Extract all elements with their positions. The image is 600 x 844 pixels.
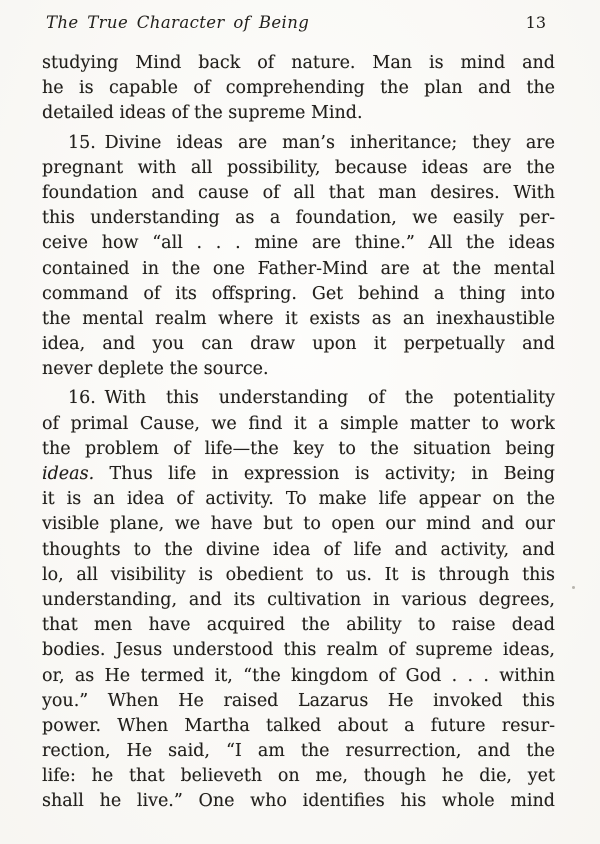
body-line: you.” When He raised Lazarus He invoked this xyxy=(42,690,555,711)
scan-speck xyxy=(572,586,575,589)
body-line: contained in the one Father-Mind are at the mental xyxy=(42,258,555,279)
body-line: detailed ideas of the supreme Mind. xyxy=(42,103,363,124)
body-line: or, as He termed it, “the kingdom of God . . . within xyxy=(42,665,555,686)
body-line: understanding, and its cultivation in various degrees, xyxy=(42,589,555,610)
body-line: pregnant with all possibility, because ideas are the xyxy=(42,157,555,178)
paragraph-16 xyxy=(42,386,555,814)
body-line: it is an idea of activity. To make life appear on the xyxy=(42,489,555,510)
body-line: command of its offspring. Get behind a thing into xyxy=(42,283,555,304)
body-line: foundation and cause of all that man desires. With xyxy=(42,182,555,203)
body-line: never deplete the source. xyxy=(42,359,269,380)
body-line: this understanding as a foundation, we easily per- xyxy=(42,208,555,229)
body-line: rection, He said, “I am the resurrection, and the xyxy=(42,741,555,762)
running-head xyxy=(0,0,600,32)
body-line: ceive how “all . . . mine are thine.” All the ideas xyxy=(42,233,555,254)
body-line: the mental realm where it exists as an inexhaustible xyxy=(42,308,555,329)
body-line: idea, and you can draw upon it perpetually and xyxy=(42,334,555,355)
body-line: that men have acquired the ability to raise dead xyxy=(42,615,555,636)
body-line: 16. With this understanding of the potentiality xyxy=(68,388,555,409)
body-line: visible plane, we have but to open our mind and our xyxy=(42,514,555,535)
paragraph-continuation xyxy=(42,51,555,127)
running-head-title: The True Character of Being xyxy=(46,13,310,32)
body-line-rest: Thus life in expression is activity; in Being xyxy=(94,464,555,484)
body-line: shall he live.” One who identifies his whole mind xyxy=(42,791,555,812)
italic-word: ideas. xyxy=(42,464,95,484)
page-body xyxy=(0,32,600,815)
body-line-with-italic xyxy=(42,462,555,487)
body-line: 15. Divine ideas are man’s inheritance; they are xyxy=(68,132,555,153)
body-line: the problem of life—the key to the situation being xyxy=(42,438,555,459)
body-line: he is capable of comprehending the plan and the xyxy=(42,78,555,99)
body-line: life: he that believeth on me, though he die, yet xyxy=(42,766,555,787)
body-line: bodies. Jesus understood this realm of supreme ideas, xyxy=(42,640,555,661)
body-line: power. When Martha talked about a future resur- xyxy=(42,715,555,736)
page-number: 13 xyxy=(525,13,546,32)
body-line: lo, all visibility is obedient to us. It is through this xyxy=(42,564,555,585)
paragraph-15 xyxy=(42,131,555,383)
body-line: of primal Cause, we find it a simple matter to work xyxy=(42,413,555,434)
body-line: thoughts to the divine idea of life and activity, and xyxy=(42,539,555,560)
body-line: studying Mind back of nature. Man is mind and xyxy=(42,53,555,73)
